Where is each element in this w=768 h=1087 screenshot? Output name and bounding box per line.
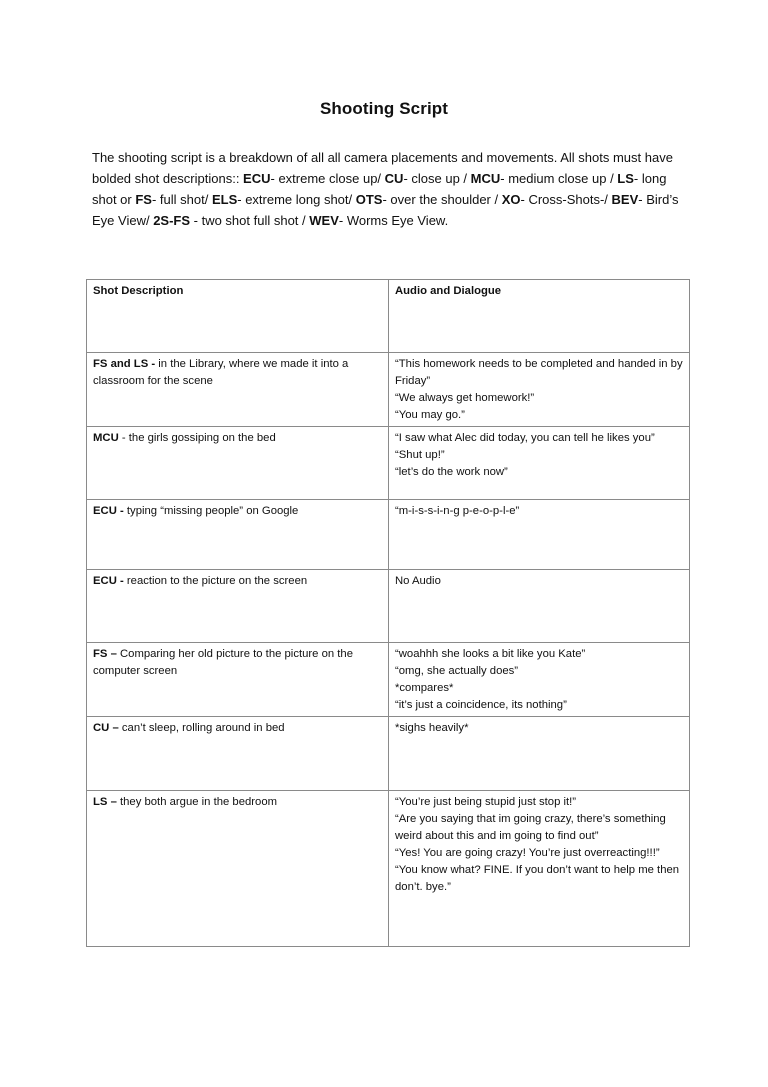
audio-line: “Yes! You are going crazy! You’re just overreacting!!!” xyxy=(395,847,660,859)
shot-cell xyxy=(87,570,389,643)
audio-line: “You’re just being stupid just stop it!” xyxy=(395,796,577,808)
shot-text: typing “missing people” on Google xyxy=(123,505,299,517)
abbr-xo: XO xyxy=(501,192,521,207)
audio-line: *compares* xyxy=(395,682,454,694)
shot-code: LS – xyxy=(93,796,117,808)
table-row xyxy=(87,500,690,570)
audio-line: “You may go.” xyxy=(395,409,465,421)
shot-code: FS and LS - xyxy=(93,358,156,370)
abbr-fs: FS xyxy=(135,192,152,207)
abbr-ots: OTS xyxy=(355,192,383,207)
abbr-2s-fs: 2S-FS xyxy=(153,213,191,228)
shot-code: MCU xyxy=(93,432,119,444)
shooting-script-table xyxy=(86,279,690,947)
shot-text: in the Library, where we made it into a classroom for the scene xyxy=(93,358,349,387)
audio-line: “Shut up!” xyxy=(395,449,445,461)
shot-text: Comparing her old picture to the picture on the computer screen xyxy=(93,648,353,677)
audio-line: “m-i-s-s-i-n-g p-e-o-p-l-e” xyxy=(395,505,520,517)
abbr-wev: WEV xyxy=(309,213,339,228)
abbr-ecu: ECU xyxy=(243,171,271,186)
shot-text: can’t sleep, rolling around in bed xyxy=(118,722,285,734)
abbr-bev-desc: - Bird’s Eye View/ xyxy=(92,192,679,228)
shot-cell xyxy=(87,643,389,717)
audio-line: “omg, she actually does” xyxy=(395,665,519,677)
audio-cell xyxy=(389,717,690,791)
table-row xyxy=(87,427,690,500)
audio-cell xyxy=(389,643,690,717)
table-header-row xyxy=(87,280,690,353)
audio-line: No Audio xyxy=(395,575,441,587)
audio-line: “We always get homework!” xyxy=(395,392,535,404)
audio-cell xyxy=(389,500,690,570)
audio-line: “let’s do the work now” xyxy=(395,466,508,478)
audio-cell xyxy=(389,570,690,643)
audio-line: “You know what? FINE. If you don’t want to help me then don’t. bye.” xyxy=(395,864,680,893)
table-row xyxy=(87,791,690,947)
table-row xyxy=(87,570,690,643)
audio-line: “Are you saying that im going crazy, there’s something weird about this and im going to find out” xyxy=(395,813,666,842)
audio-cell xyxy=(389,353,690,427)
table-row xyxy=(87,643,690,717)
shot-text: - the girls gossiping on the bed xyxy=(118,432,276,444)
shot-text: they both argue in the bedroom xyxy=(116,796,278,808)
header-shot-description: Shot Description xyxy=(87,280,389,353)
audio-line: *sighs heavily* xyxy=(395,722,469,734)
shot-code: ECU - xyxy=(93,575,124,587)
audio-line: “woahhh she looks a bit like you Kate” xyxy=(395,648,586,660)
shot-cell xyxy=(87,427,389,500)
abbr-fs-desc: - full shot/ xyxy=(151,192,212,207)
abbr-els-desc: - extreme long shot/ xyxy=(237,192,356,207)
audio-line: “This homework needs to be completed and handed in by Friday” xyxy=(395,358,683,387)
shot-cell xyxy=(87,500,389,570)
abbr-wev-desc: - Worms Eye View. xyxy=(338,213,449,228)
abbr-ls: LS xyxy=(617,171,634,186)
audio-line: “I saw what Alec did today, you can tell he likes you” xyxy=(395,432,655,444)
shot-code: FS – xyxy=(93,648,117,660)
abbr-cu: CU xyxy=(384,171,404,186)
audio-cell xyxy=(389,427,690,500)
abbr-cu-desc: - close up / xyxy=(403,171,471,186)
abbr-ots-desc: - over the shoulder / xyxy=(382,192,502,207)
abbr-mcu-desc: - medium close up / xyxy=(500,171,618,186)
shot-code: CU – xyxy=(93,722,119,734)
shot-code: ECU - xyxy=(93,505,124,517)
intro-paragraph xyxy=(92,147,682,231)
abbr-2s-fs-desc: - two shot full shot / xyxy=(190,213,310,228)
shot-cell xyxy=(87,791,389,947)
audio-line: “it’s just a coincidence, its nothing” xyxy=(395,699,567,711)
abbr-xo-desc: - Cross-Shots-/ xyxy=(520,192,612,207)
abbr-ls-desc: - long shot or xyxy=(92,171,667,207)
page-title: Shooting Script xyxy=(319,99,449,118)
header-audio-dialogue: Audio and Dialogue xyxy=(389,280,690,353)
shot-cell xyxy=(87,353,389,427)
abbr-ecu-desc: - extreme close up/ xyxy=(270,171,385,186)
abbr-els: ELS xyxy=(211,192,238,207)
abbr-bev: BEV xyxy=(611,192,639,207)
table-row xyxy=(87,717,690,791)
abbr-mcu: MCU xyxy=(470,171,501,186)
intro-lead: The shooting script is a breakdown of all all camera placements and movements. All shots must have bolded shot descriptions:: xyxy=(92,150,673,186)
shot-cell xyxy=(87,717,389,791)
shot-text: reaction to the picture on the screen xyxy=(123,575,308,587)
audio-cell xyxy=(389,791,690,947)
table-row xyxy=(87,353,690,427)
